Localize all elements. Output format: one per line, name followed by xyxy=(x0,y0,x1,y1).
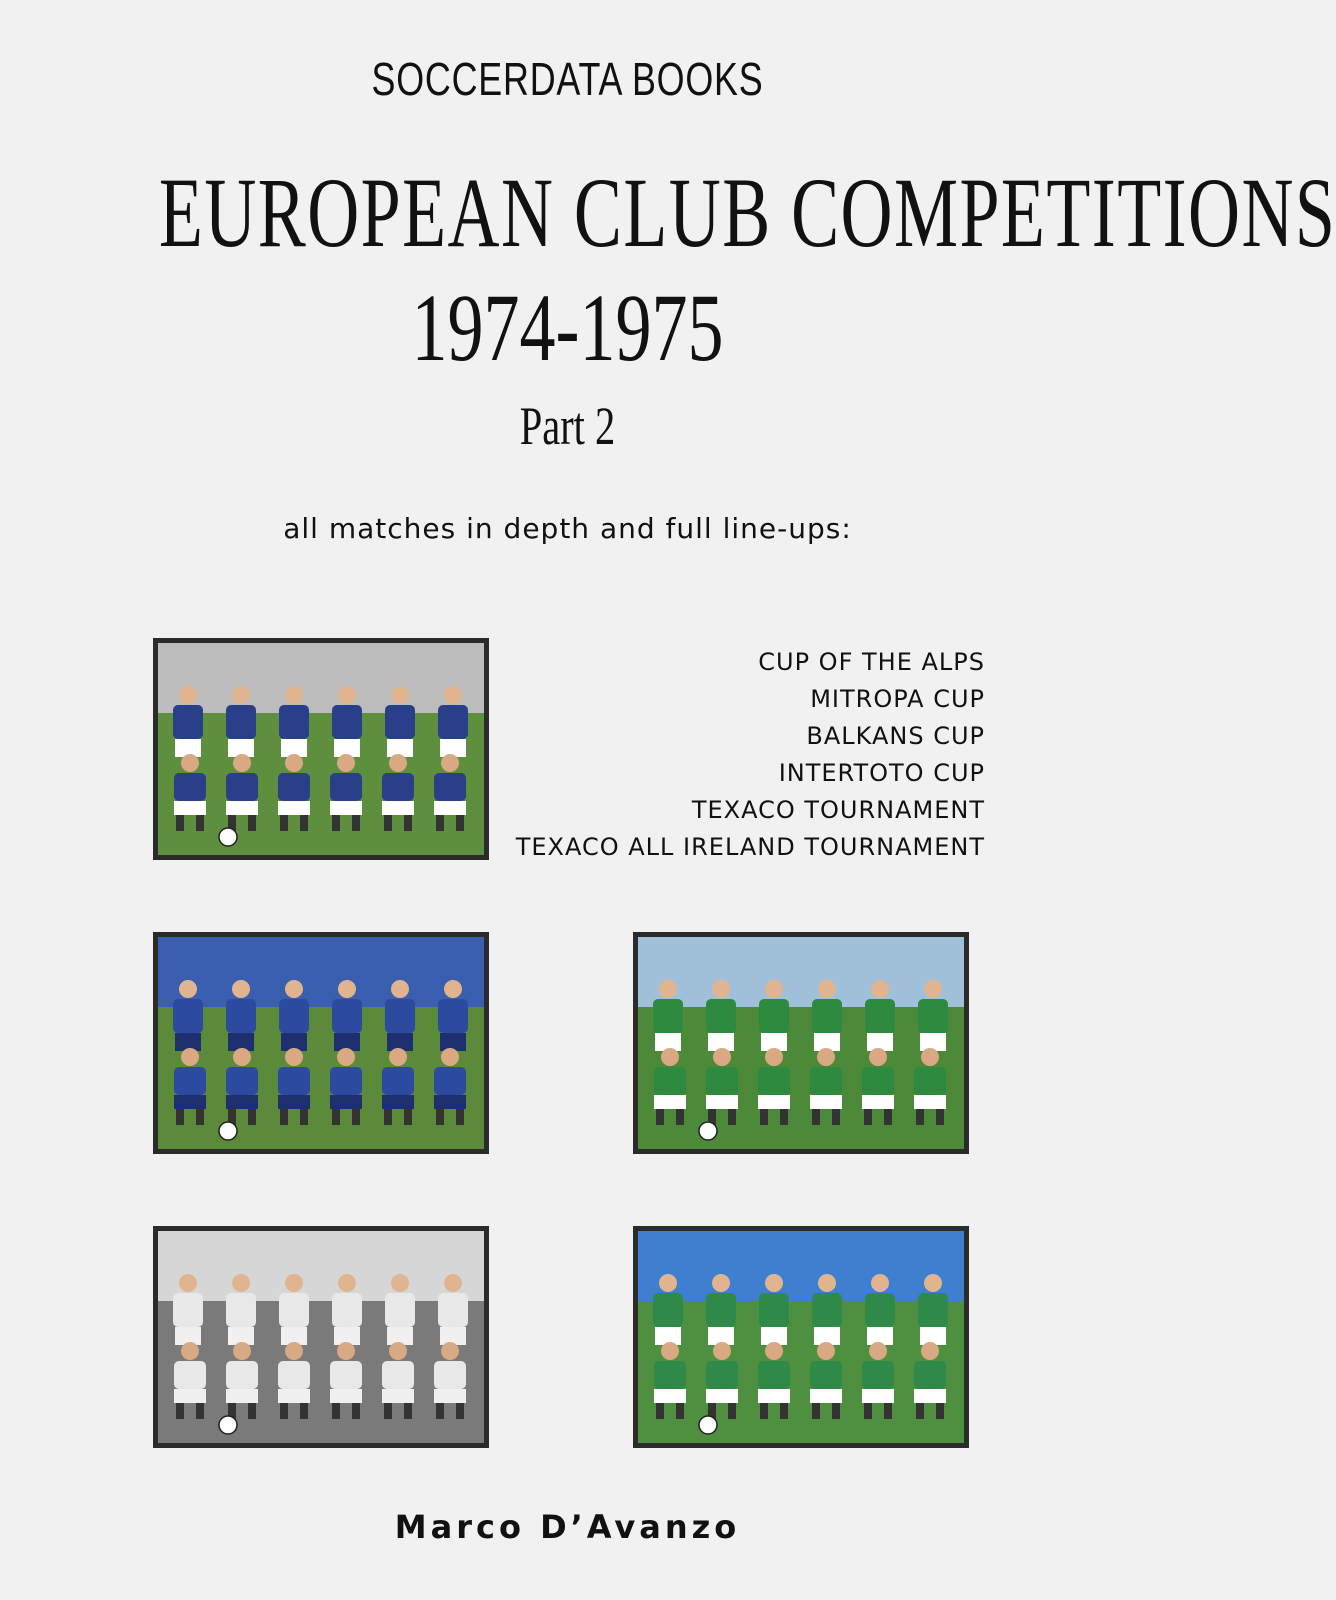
competition-list xyxy=(465,644,985,866)
competition-item: TEXACO ALL IRELAND TOURNAMENT xyxy=(515,833,985,861)
team-photo-4 xyxy=(153,1226,489,1448)
team-photo-5 xyxy=(633,1226,969,1448)
competition-item: TEXACO TOURNAMENT xyxy=(691,796,985,824)
team-photo-2 xyxy=(153,932,489,1154)
team-photo-3 xyxy=(633,932,969,1154)
competition-item: CUP OF THE ALPS xyxy=(758,648,985,676)
team-photo-1 xyxy=(153,638,489,860)
book-part: Part 2 xyxy=(519,396,616,456)
book-years: 1974-1975 xyxy=(411,274,724,381)
book-subtitle: all matches in depth and full line-ups: xyxy=(283,512,852,545)
book-title: EUROPEAN CLUB COMPETITIONS xyxy=(158,157,1336,268)
author-name: Marco D’Avanzo xyxy=(394,1508,741,1546)
competition-item: MITROPA CUP xyxy=(810,685,985,713)
competition-item: INTERTOTO CUP xyxy=(778,759,985,787)
publisher-name: SOCCERDATA BOOKS xyxy=(371,53,764,105)
competition-item: BALKANS CUP xyxy=(806,722,985,750)
